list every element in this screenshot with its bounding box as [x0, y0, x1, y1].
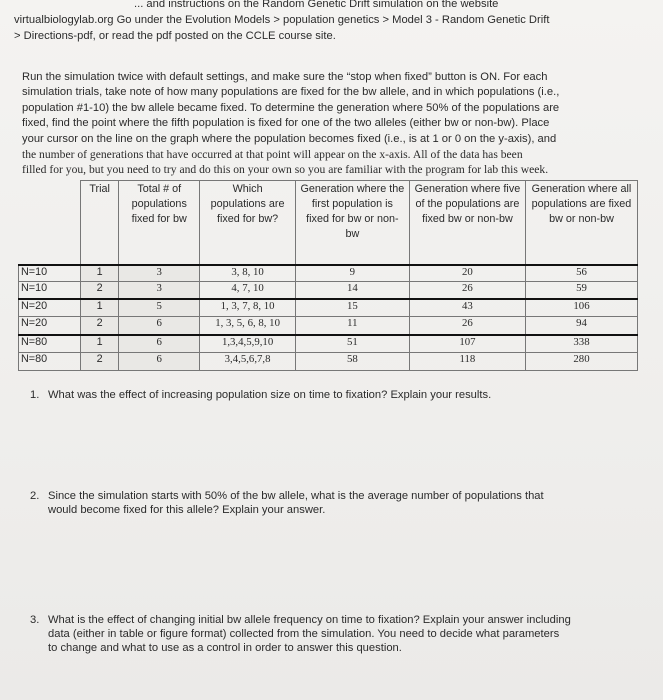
question-number: 1. [30, 389, 40, 401]
cell-five: 26 [409, 317, 525, 335]
paragraph-line: fixed, find the point where the fifth population is fixed for one of the two alleles (either bw or non-bw). Place [22, 117, 550, 130]
paragraph-line: the number of generations that have occurred at that point will appear on the x-axis. All of the data has been [22, 148, 523, 162]
paragraph-line: Run the simulation twice with default settings, and make sure the “stop when fixed” button is ON. For each [22, 71, 548, 83]
cell-total: 5 [119, 299, 200, 317]
table-header-row [19, 181, 638, 265]
intro-line-3: > Directions-pdf, or read the pdf posted on the CCLE course site. [14, 30, 336, 42]
table-row [19, 282, 638, 299]
cell-which: 4, 7, 10 [200, 282, 296, 299]
row-label: N=80 [19, 335, 81, 353]
cell-which: 1, 3, 7, 8, 10 [200, 299, 296, 317]
question-text: Since the simulation starts with 50% of the bw allele, what is the average number of populations that [48, 490, 544, 502]
cell-total: 3 [119, 282, 200, 299]
cell-trial: 1 [81, 265, 119, 282]
question-1 [30, 388, 630, 402]
table-row [19, 335, 638, 353]
cell-trial: 2 [81, 353, 119, 371]
row-label: N=20 [19, 317, 81, 335]
cell-trial: 2 [81, 282, 119, 299]
results-table [18, 180, 638, 371]
cell-trial: 2 [81, 317, 119, 335]
question-2 [30, 489, 630, 517]
cell-all: 106 [525, 299, 637, 317]
question-text-continued: to change and what to use as a control in order to answer this question. [48, 642, 402, 654]
cell-all: 59 [525, 282, 637, 299]
cell-total: 6 [119, 317, 200, 335]
cell-five: 107 [409, 335, 525, 353]
cell-all: 56 [525, 265, 637, 282]
cell-five: 26 [409, 282, 525, 299]
row-label: N=20 [19, 299, 81, 317]
cell-which: 1,3,4,5,9,10 [200, 335, 296, 353]
cell-first: 15 [295, 299, 409, 317]
cell-which: 3,4,5,6,7,8 [200, 353, 296, 371]
question-text-continued: would become fixed for this allele? Explain your answer. [48, 504, 326, 516]
row-label: N=10 [19, 265, 81, 282]
cell-first: 14 [295, 282, 409, 299]
cell-five: 20 [409, 265, 525, 282]
row-label: N=10 [19, 282, 81, 299]
header-all: Generation where all populations are fixed bw or non-bw [525, 181, 637, 265]
table-row [19, 299, 638, 317]
paragraph-line: simulation trials, take note of how many populations are fixed for the bw allele, and in which populations (i.e., [22, 86, 560, 99]
paragraph-line: your cursor on the line on the graph where the population becomes fixed (i.e., is at 1 or 0 on the y-axis), and [22, 132, 557, 145]
cell-total: 6 [119, 353, 200, 371]
cell-which: 3, 8, 10 [200, 265, 296, 282]
cell-all: 94 [525, 317, 637, 335]
header-trial: Trial [81, 181, 119, 265]
cell-trial: 1 [81, 335, 119, 353]
intro-line-1: ... and instructions on the Random Genetic Drift simulation on the website [134, 0, 499, 10]
header-five: Generation where five of the populations are fixed bw or non-bw [409, 181, 525, 265]
instructions-paragraph [22, 70, 652, 178]
cell-which: 1, 3, 5, 6, 8, 10 [200, 317, 296, 335]
question-text: What was the effect of increasing population size on time to fixation? Explain your results. [48, 389, 492, 401]
cell-first: 58 [295, 353, 409, 371]
question-text-continued: data (either in table or figure format) collected from the simulation. You need to decide what parameters [48, 628, 560, 640]
header-first: Generation where the first population is fixed for bw or non-bw [295, 181, 409, 265]
table-row [19, 317, 638, 335]
cell-total: 6 [119, 335, 200, 353]
intro-text [14, 0, 654, 44]
cell-all: 338 [525, 335, 637, 353]
paragraph-line: filled for you, but you need to try and do this on your own so you are familiar with the program for lab this week. [22, 163, 549, 177]
cell-all: 280 [525, 353, 637, 371]
question-number: 2. [30, 490, 40, 502]
cell-trial: 1 [81, 299, 119, 317]
intro-line-2: virtualbiologylab.org Go under the Evolution Models > population genetics > Model 3 - Random Genetic Drift [14, 14, 550, 26]
question-text: What is the effect of changing initial bw allele frequency on time to fixation? Explain your answer including [48, 614, 571, 626]
table-row [19, 353, 638, 371]
question-3 [30, 613, 630, 655]
cell-five: 43 [409, 299, 525, 317]
cell-five: 118 [409, 353, 525, 371]
question-number: 3. [30, 614, 40, 626]
header-blank [19, 181, 81, 265]
row-label: N=80 [19, 353, 81, 371]
cell-total: 3 [119, 265, 200, 282]
cell-first: 51 [295, 335, 409, 353]
paragraph-line: population #1-10) the bw allele became fixed. To determine the generation where 50% of the populations are [22, 101, 560, 114]
header-which: Which populations are fixed for bw? [200, 181, 296, 265]
table-row [19, 265, 638, 282]
cell-first: 9 [295, 265, 409, 282]
cell-first: 11 [295, 317, 409, 335]
header-total: Total # of populations fixed for bw [119, 181, 200, 265]
